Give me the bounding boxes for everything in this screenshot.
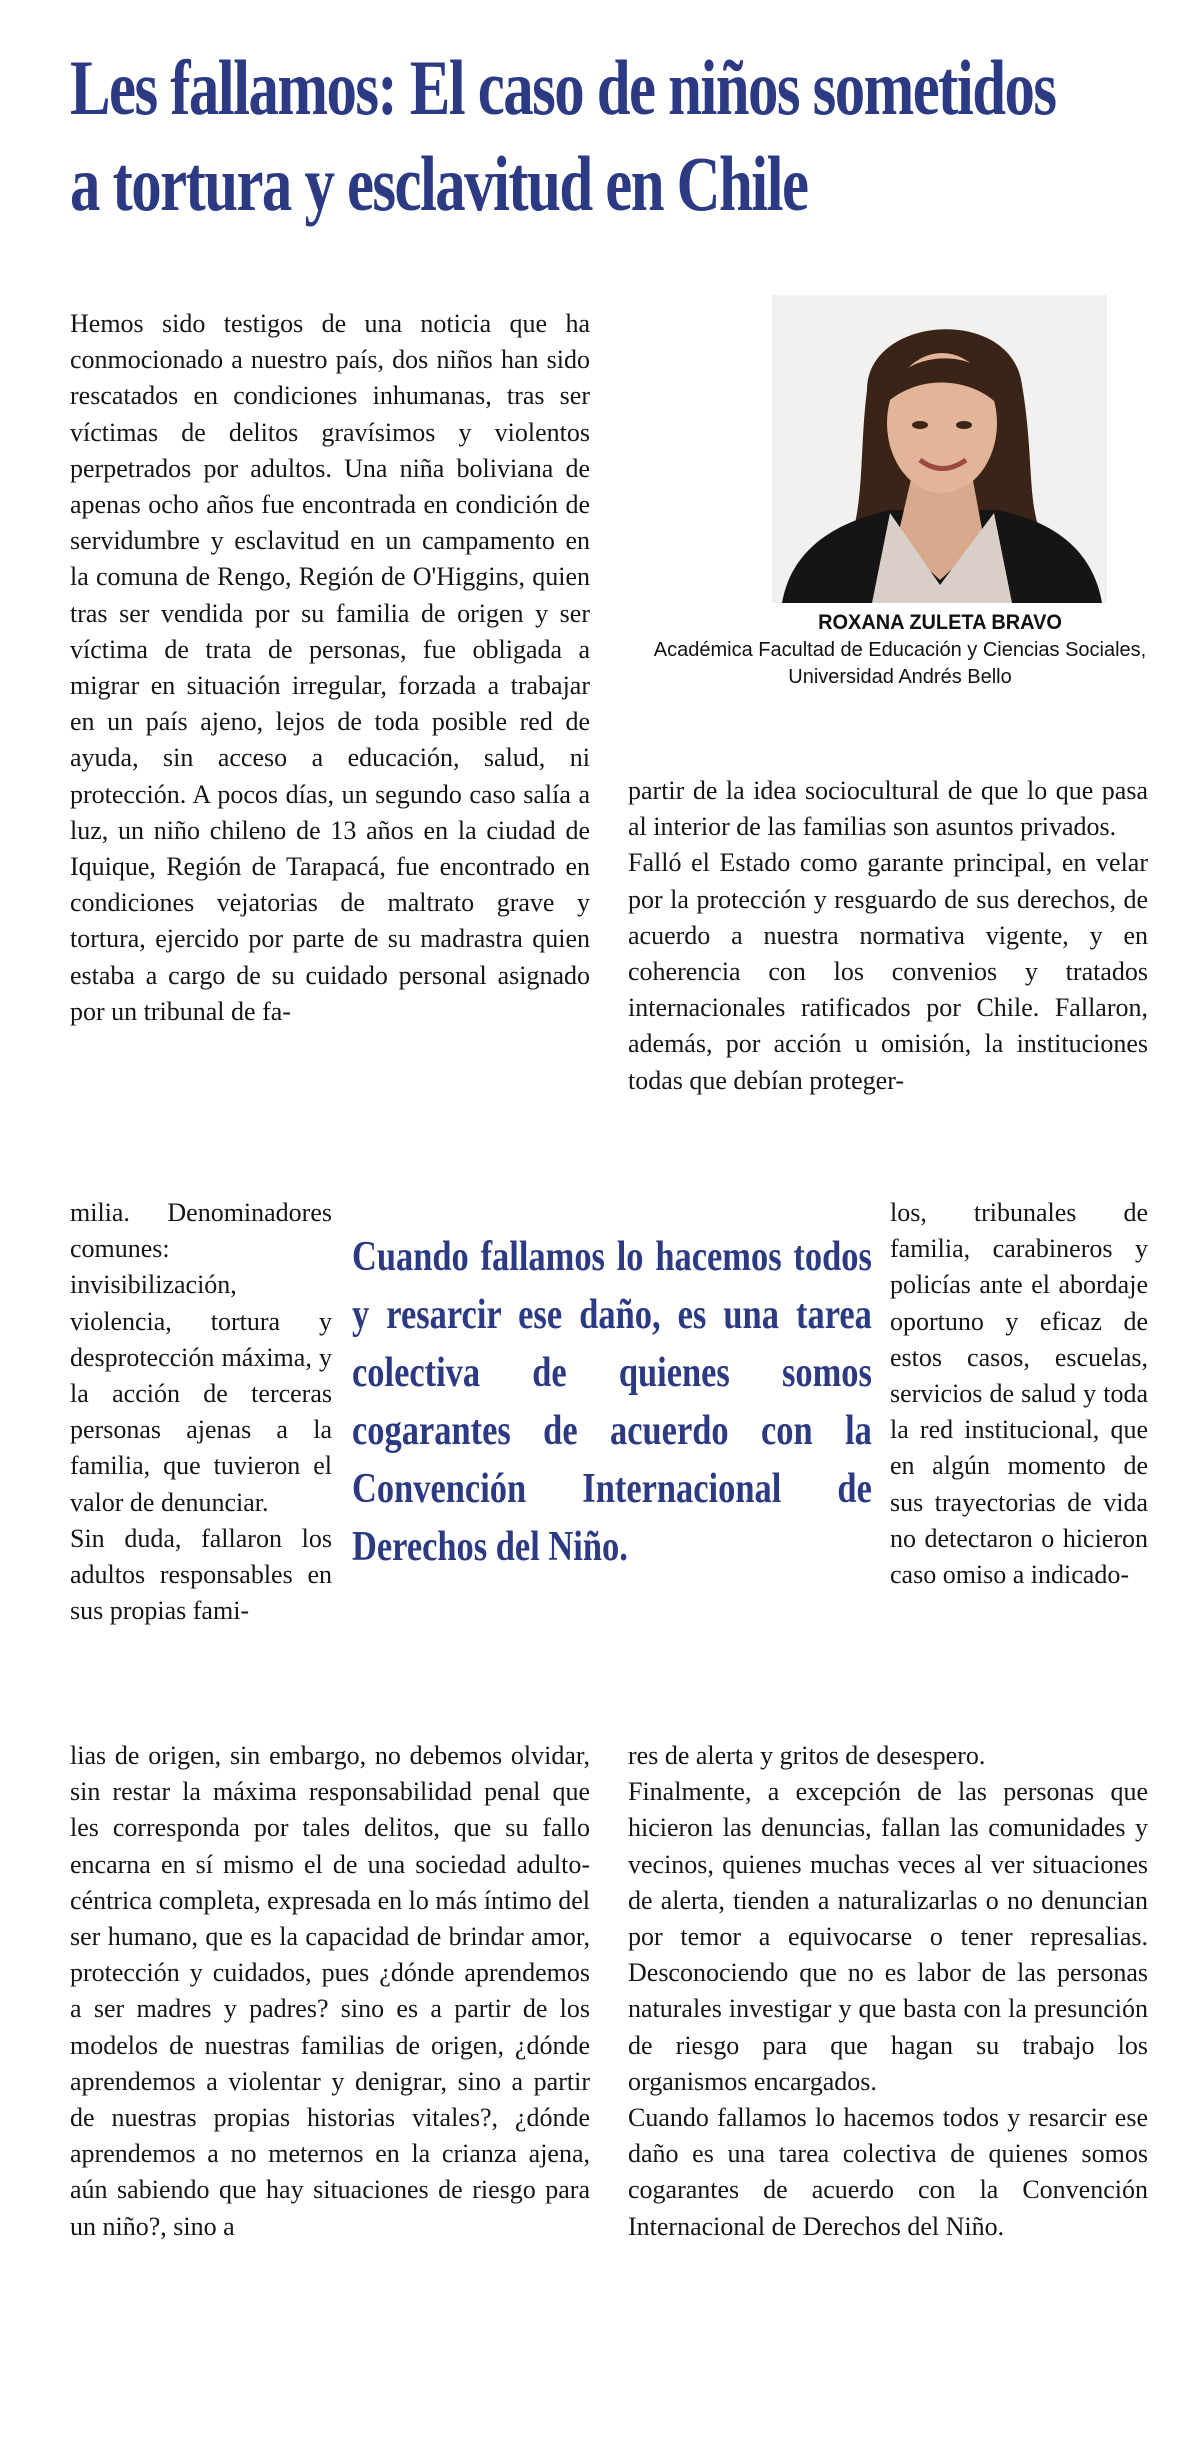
paragraph: Cuando fallamos lo hacemos todos y resarcir ese daño es una tarea colectiva de quienes somos cogarantes de acuerdo con la Convención Internacional de Derechos del Niño. [628, 2103, 1148, 2241]
body-left-top [70, 306, 590, 1030]
paragraph: Hemos sido testigos de una noticia que ha conmocionado a nuestro país, dos niños han sido rescatados en condiciones inhumanas, tras ser víctimas de delitos gravísimos y violentos perpetrados por adultos. Una niña boliviana de apenas ocho años fue encontrada en condición de servidumbre y esclavitud en un campamento en la comuna de Rengo, Región de O'Higgins, quien tras ser vendida por su familia de origen y ser víctima de trata de personas, fue obligada a migrar en situación irregular, forzada a trabajar en un país ajeno, lejos de toda posible red de ayuda, sin acceso a educación, salud, ni protección. A pocos días, un segundo caso salía a luz, un niño chileno de 13 años en la ciudad de Iquique, Región de Tarapacá, fue encontrado en condiciones vejatorias de maltrato grave y tortura, ejercido por parte de su madrastra quien estaba a cargo de su cuidado personal asignado por un tribunal de fa- [70, 309, 590, 1026]
author-portrait-illustration [772, 295, 1107, 603]
headline-line-1: Les fallamos: El caso de niños sometidos [70, 44, 1056, 131]
body-left-bottom [70, 1738, 590, 2245]
body-left-narrow [70, 1195, 332, 1629]
author-role-line-1: Académica Facultad de Educación y Ciencias Sociales, [653, 639, 1147, 661]
paragraph: milia. Denominadores comunes: invisibilización, violencia, tortura y desprotección máxima, y la acción de terceras personas ajenas a la familia, que tuvieron el valor de denunciar. [70, 1198, 332, 1517]
author-role [640, 637, 1160, 691]
paragraph: Finalmente, a excepción de las personas que hicieron las denuncias, fallan las comunidades y vecinos, quienes muchas veces al ver situaciones de alerta, tienden a naturalizarlas o no denuncian por temor a equivocarse o tener represalias. Desconociendo que no es labor de las personas naturales investigar y que basta con la presunción de riesgo para que hagan su trabajo los organismos encargados. [628, 1777, 1148, 2096]
paragraph: Sin duda, fallaron los adultos responsables en sus propias fami- [70, 1523, 332, 1626]
article-headline [70, 40, 1056, 232]
paragraph: partir de la idea sociocultural de que lo que pasa al interior de las familias son asuntos privados. [628, 776, 1148, 842]
paragraph: res de alerta y gritos de desespero. [628, 1741, 986, 1770]
paragraph: los, tribunales de familia, carabineros y policías ante el abordaje oportuno y eficaz de estos casos, escuelas, servicios de salud y toda la red institucional, que en algún momento de sus trayectorias de vida no detectaron o hicieron caso omiso a indicado- [890, 1198, 1148, 1590]
body-right-narrow [890, 1195, 1148, 1593]
paragraph: Falló el Estado como garante principal, en velar por la protección y resguardo de sus derechos, de acuerdo a nuestra normativa vigente, y en coherencia con los convenios y tratados internacionales ratificados por Chile. Fallaron, además, por acción u omisión, la instituciones todas que debían proteger- [628, 848, 1148, 1095]
pull-quote [352, 1228, 872, 1576]
author-name: ROXANA ZULETA BRAVO [818, 611, 1062, 634]
author-role-line-2: Universidad Andrés Bello [788, 666, 1012, 688]
body-right-bottom [628, 1738, 1148, 2245]
headline-line-2: a tortura y esclavitud en Chile [70, 140, 808, 227]
body-right-top [628, 773, 1148, 1099]
pull-quote-text: Cuando fallamos lo hacemos todos y resarcir ese daño, es una tarea colectiva de quienes somos cogarantes de acuerdo con la Convención Internacional de Derechos del Niño. [352, 1234, 872, 1570]
paragraph: lias de origen, sin embargo, no debemos olvidar, sin restar la máxima responsabilidad penal que les corresponda por tales delitos, que su fallo encarna en sí mismo el de una sociedad adulto-céntrica completa, expresada en lo más íntimo del ser humano, que es la capacidad de brindar amor, protección y cuidados, pues ¿dónde aprendemos a ser madres y padres? sino es a partir de los modelos de nuestras familias de origen, ¿dónde aprendemos a violentar y denigrar, sino a partir de nuestras propias historias vitales?, ¿dónde aprendemos a no meternos en la crianza ajena, aún sabiendo que hay situaciones de riesgo para un niño?, sino a [70, 1741, 590, 2241]
author-photo [772, 295, 1107, 603]
